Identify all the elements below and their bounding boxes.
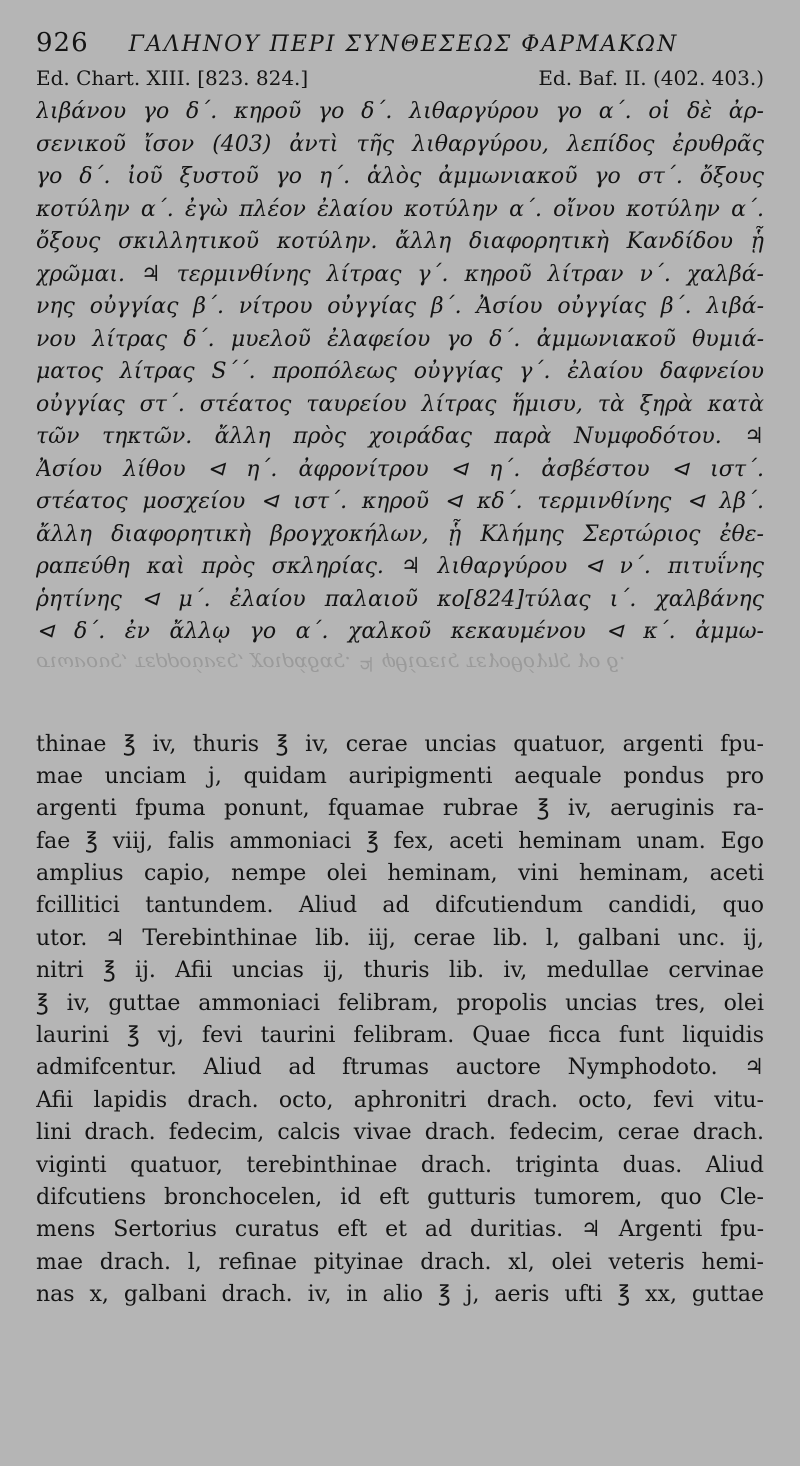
latin-line: argenti fpuma ponunt, fquamae rubrae ℥ iv, aeruginis ra- [36,796,764,822]
latin-line: laurini ℥ vj, fevi taurini felibram. Quae ficca funt liquidis [36,1023,764,1049]
edition-reference-basel: Ed. Baf. II. (402. 403.) [538,66,764,90]
greek-text-block [36,96,764,649]
latin-line: nitri ℥ ij. Afii uncias ij, thuris lib. iv, medullae cervinae [36,958,764,984]
latin-line: mae drach. l, refinae pityinae drach. xl, olei veteris hemi- [36,1249,764,1275]
greek-line: γο δ΄. ἰοῦ ξυστοῦ γο η΄. ἁλὸς ἀμμωνιακοῦ γο στ΄. ὄξους [36,164,764,189]
latin-line: utor. ♃ Terebinthinae lib. iij, cerae lib. l, galbani unc. ij, [36,925,764,951]
latin-line: nas x, galbani drach. iv, in alio ℥ j, aeris ufti ℥ xx, guttae [36,1282,764,1308]
running-title: ΓΑΛΗΝΟΥ ΠΕΡΙ ΣΥΝΘΕΣΕΩΣ ΦΑΡΜΑΚΩΝ [128,32,679,57]
page-header [36,28,764,66]
greek-line: ⊲ δ΄. ἐν ἄλλῳ γο α΄. χαλκοῦ κεκαυμένου ⊲ κ΄. ἀμμω- [36,619,764,644]
bleed-through-text: σιωνους, τερρούνες, χοιράδας. ♃ φθίσεις τεγοθόγης γο δ. [36,651,626,676]
edition-references [36,66,764,96]
latin-line: fcillitici tantundem. Aliud ad difcutiendum candidi, quo [36,893,764,919]
greek-line: οὐγγίας στ΄. στέατος ταυρείου λίτρας ἥμισυ, τὰ ξηρὰ κατὰ [36,391,764,417]
latin-line: lini drach. fedecim, calcis vivae drach. fedecim, cerae drach. [36,1120,764,1146]
greek-line: τῶν τηκτῶν. ἄλλη πρὸς χοιράδας παρὰ Νυμφοδότου. ♃ [36,424,764,449]
latin-line: admifcentur. Aliud ad ftrumas auctore Nymphodoto. ♃ [36,1055,764,1081]
page-number: 926 [36,28,89,58]
latin-line: viginti quatuor, terebinthinae drach. triginta duas. Aliud [36,1152,764,1178]
greek-line: σενικοῦ ἴσον (403) ἀντὶ τῆς λιθαργύρου, λεπίδος ἐρυθρᾶς [36,131,764,157]
latin-line: difcutiens bronchocelen, id eft gutturis tumorem, quo Cle- [36,1184,764,1210]
latin-line: mae unciam j, quidam auripigmenti aequale pondus pro [36,763,764,789]
greek-line: ῥητίνης ⊲ μ΄. ἐλαίου παλαιοῦ κο[824]τύλας ι΄. χαλβάνης [36,586,764,612]
greek-line: Ἀσίου λίθου ⊲ η΄. ἀφρονίτρου ⊲ η΄. ἀσβέστου ⊲ ιστ΄. [36,456,764,482]
greek-line: χρῶμαι. ♃ τερμινθίνης λίτρας γ΄. κηροῦ λίτραν ν΄. χαλβά- [36,261,764,287]
greek-line: ὄξους σκιλλητικοῦ κοτύλην. ἄλλη διαφορητικὴ Κανδίδου ᾗ [36,229,764,254]
greek-line: ραπεύθη καὶ πρὸς σκληρίας. ♃ λιθαργύρου ⊲ ν΄. πιτυΐνης [36,554,764,579]
latin-line: amplius capio, nempe olei heminam, vini heminam, aceti [36,861,764,887]
greek-line: νης οὐγγίας β΄. νίτρου οὐγγίας β΄. Ἀσίου οὐγγίας β΄. λιβά- [36,294,764,319]
greek-line: ματος λίτρας S΄΄. προπόλεως οὐγγίας γ΄. ἐλαίου δαφνείου [36,359,764,384]
greek-line: ἄλλη διαφορητικὴ βρογχοκήλων, ᾗ Κλήμης Σερτώριος ἐθε- [36,521,764,547]
section-gap [36,679,764,729]
latin-text-block [36,729,764,1312]
latin-line: fae ℥ viij, falis ammoniaci ℥ fex, aceti heminam unam. Ego [36,828,764,854]
greek-line: λιβάνου γο δ΄. κηροῦ γο δ΄. λιθαργύρου γο α΄. οἱ δὲ ἀρ- [36,99,764,124]
latin-line: ℥ iv, guttae ammoniaci felibram, propolis uncias tres, olei [36,990,764,1016]
latin-line: mens Sertorius curatus eft et ad duritias. ♃ Argenti fpu- [36,1217,764,1243]
greek-line: στέατος μοσχείου ⊲ ιστ΄. κηροῦ ⊲ κδ΄. τερμινθίνης ⊲ λβ΄. [36,489,764,514]
greek-line: νου λίτρας δ΄. μυελοῦ ἐλαφείου γο δ΄. ἀμμωνιακοῦ θυμιά- [36,326,764,352]
greek-line: κοτύλην α΄. ἐγὼ πλέον ἐλαίου κοτύλην α΄. οἴνου κοτύλην α΄. [36,196,764,222]
latin-line: thinae ℥ iv, thuris ℥ iv, cerae uncias quatuor, argenti fpu- [36,731,764,757]
edition-reference-chartier: Ed. Chart. XIII. [823. 824.] [36,66,309,90]
latin-line: Afii lapidis drach. octo, aphronitri drach. octo, fevi vitu- [36,1087,764,1113]
